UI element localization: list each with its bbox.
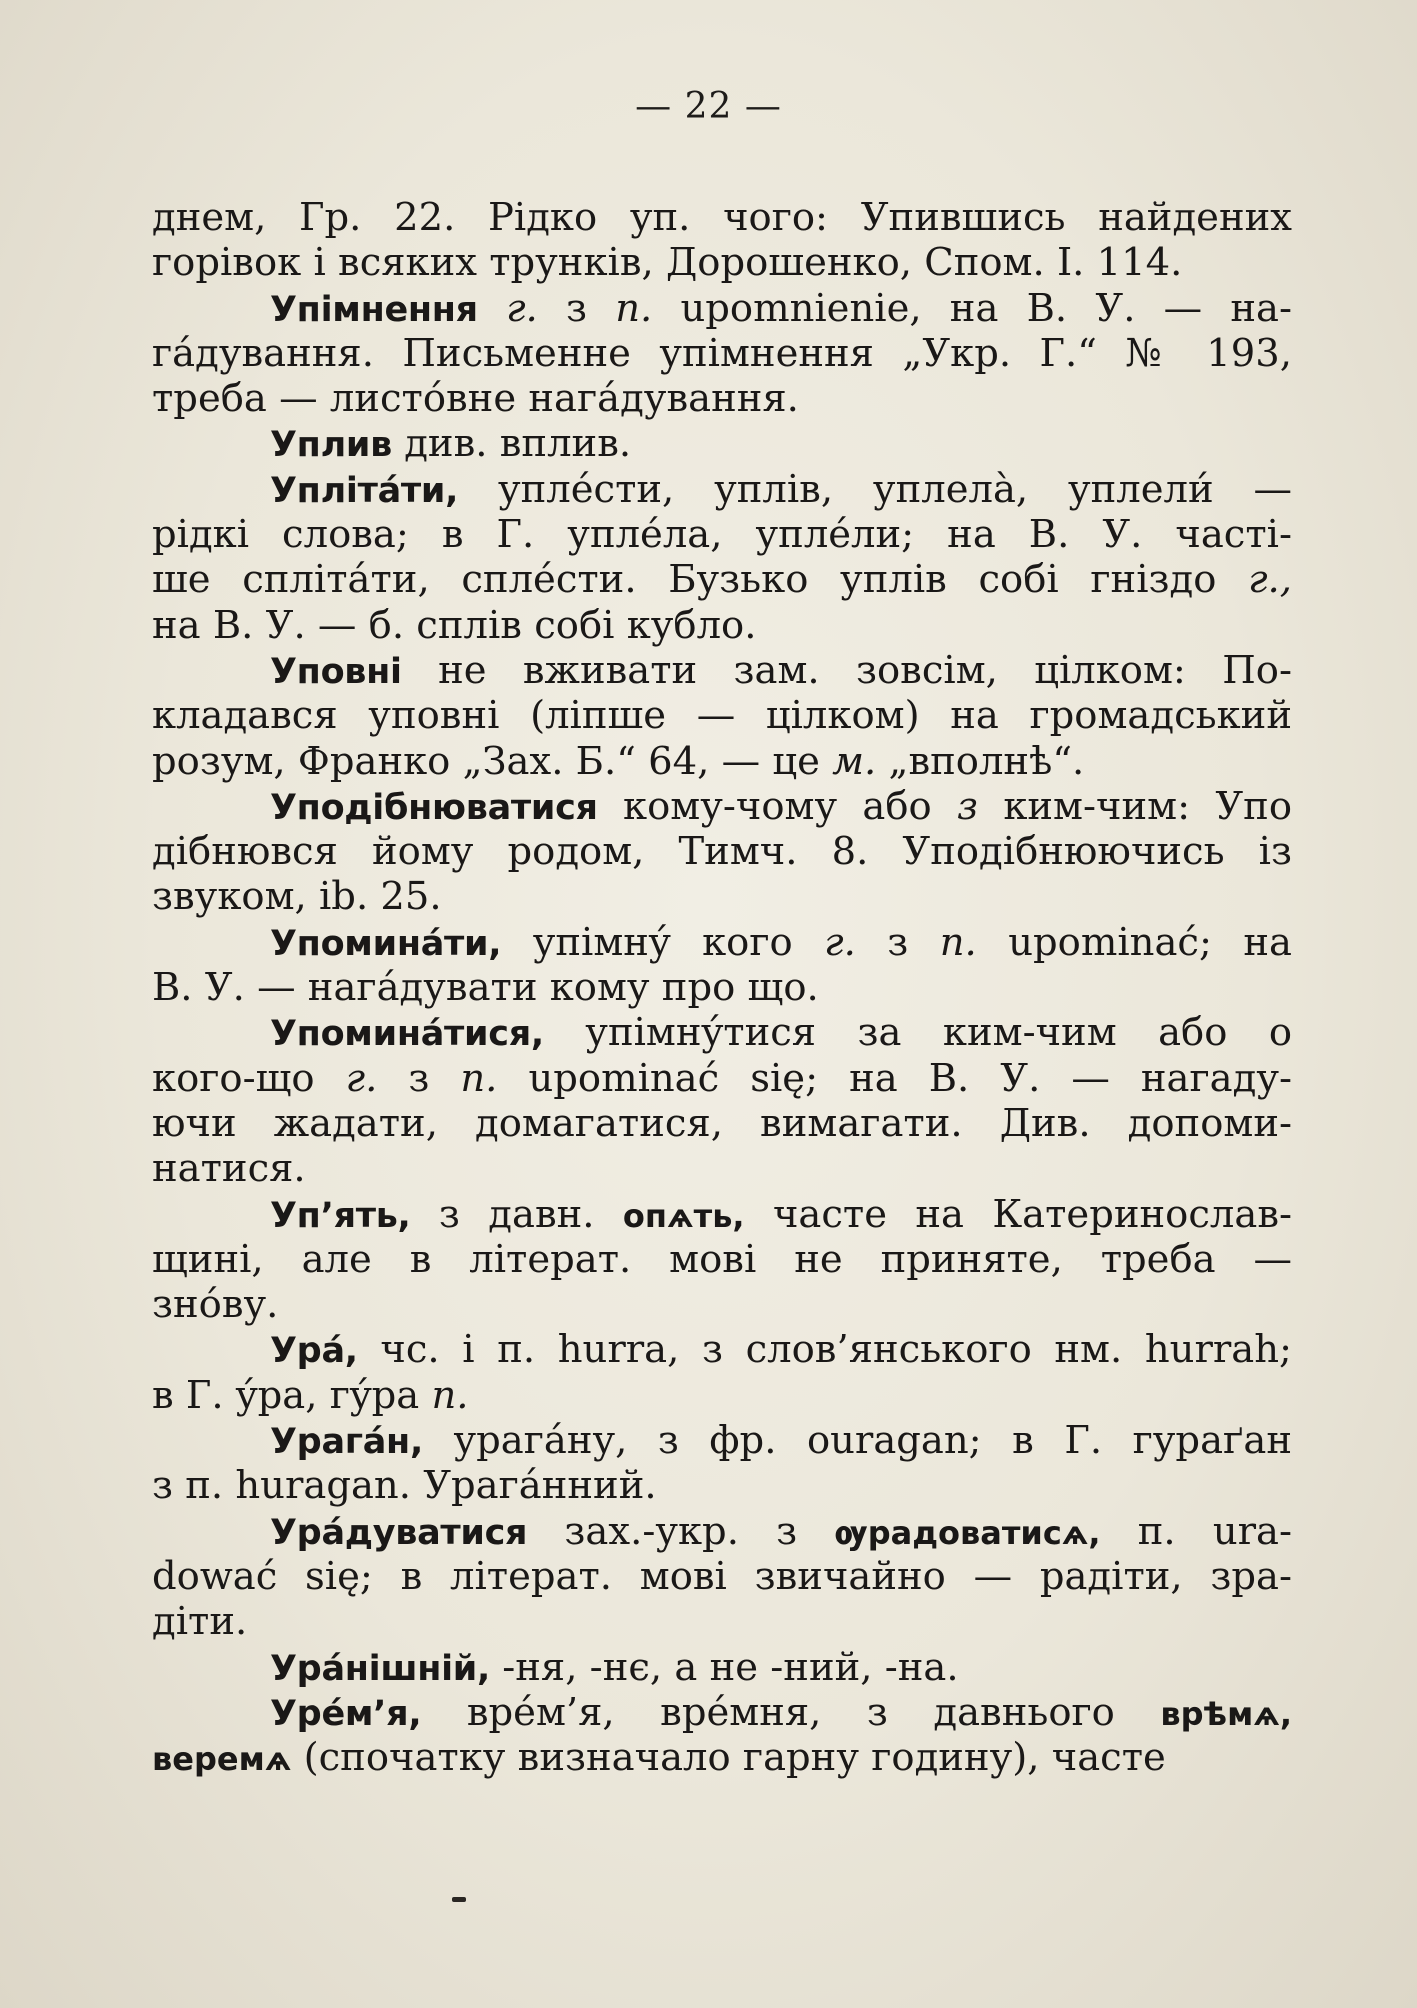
dictionary-text xyxy=(152,195,1292,1780)
entry-line xyxy=(152,693,1292,738)
text-run: з xyxy=(855,919,940,965)
entry-first-line xyxy=(152,784,1292,829)
page-number: — 22 — xyxy=(635,86,782,127)
entry-first-line xyxy=(152,195,1292,240)
dictionary-entry xyxy=(152,286,1292,422)
entry-first-line xyxy=(152,1010,1292,1055)
text-run: горівок і всяких трунків, Дорошенко, Спом. І. 114. xyxy=(152,240,1183,286)
abbreviation: г. xyxy=(824,919,856,965)
text-run: ким-чим: Упо xyxy=(978,783,1292,829)
entry-line xyxy=(152,739,1292,784)
entry-line xyxy=(152,829,1292,874)
text-run: -ня, -нє, а не -ний, -на. xyxy=(490,1644,959,1690)
text-run xyxy=(478,286,506,331)
entry-first-line xyxy=(152,1192,1292,1237)
entry-first-line xyxy=(152,1327,1292,1372)
text-run: dować się; в літерат. мові звичайно — радіти, зра- xyxy=(152,1553,1292,1599)
entry-first-line xyxy=(152,467,1292,512)
dictionary-entry xyxy=(152,1509,1292,1645)
headword: Уплив xyxy=(270,425,392,466)
text-run: з давн. xyxy=(410,1191,623,1237)
abbreviation: п. xyxy=(431,1372,469,1418)
entry-line xyxy=(152,331,1292,376)
text-run: зах.-укр. з xyxy=(527,1508,835,1554)
entry-line xyxy=(152,1056,1292,1101)
text-run: гáдування. Письменне упімнення „Укр. Г.“ № 193, xyxy=(152,330,1292,376)
text-run: днем, Гр. 22. Рідко уп. чого: Упившись найдених xyxy=(152,195,1292,240)
entry-line xyxy=(152,874,1292,919)
text-run: натися. xyxy=(152,1146,306,1192)
headword: Урáдуватися xyxy=(270,1512,528,1553)
text-run: ше сплітáти, сплéсти. Бузько уплів собі гніздо xyxy=(152,557,1249,603)
text-run: знóву. xyxy=(152,1282,279,1328)
text-run: упімнýтися за ким-чим або о xyxy=(543,1010,1292,1056)
entry-first-line xyxy=(152,1690,1292,1735)
text-run: В. У. — нагáдувати кому про що. xyxy=(152,965,819,1011)
text-run: кому-чому або xyxy=(597,783,958,829)
text-run: upomnienie, на В. У. — на- xyxy=(652,285,1292,331)
text-run: рідкі слова; в Г. уплéла, уплéли; на В. У. часті- xyxy=(152,512,1292,558)
entry-line xyxy=(152,557,1292,602)
entry-line xyxy=(152,603,1292,648)
entry-line xyxy=(152,1237,1292,1282)
text-run: часте на Катеринослав- xyxy=(744,1191,1292,1237)
entry-line xyxy=(152,1373,1292,1418)
abbreviation: п. xyxy=(460,1055,498,1101)
entry-first-line xyxy=(152,1418,1292,1463)
old-slavonic-word: врѣмѧ, xyxy=(1160,1694,1292,1733)
dictionary-entry xyxy=(152,1418,1292,1509)
old-slavonic-word: опѧть, xyxy=(622,1196,745,1235)
headword: Урá, xyxy=(270,1331,358,1372)
dictionary-entry xyxy=(152,467,1292,648)
text-run: щині, але в літерат. мові не приняте, треба — xyxy=(152,1236,1292,1282)
entry-line xyxy=(152,512,1292,557)
entry-line xyxy=(152,1282,1292,1327)
headword: Уповні xyxy=(270,651,402,692)
text-run: дібнювся йому родом, Тимч. 8. Уподібнюючись із xyxy=(152,829,1292,875)
old-slavonic-word: ѹрадоватисѧ, xyxy=(834,1513,1101,1552)
dictionary-entry xyxy=(152,1010,1292,1191)
abbreviation: м. xyxy=(832,738,877,784)
text-run: упімнý кого xyxy=(501,919,825,965)
text-run: кладався уповні (ліпше — цілком) на громадський xyxy=(152,693,1292,739)
headword: Упоминáтися, xyxy=(270,1014,544,1055)
text-run: діти. xyxy=(152,1599,248,1645)
dictionary-entry xyxy=(152,1690,1292,1781)
text-run: див. вплив. xyxy=(391,421,632,467)
headword: Упімнення xyxy=(270,289,478,330)
text-run: з xyxy=(537,285,616,331)
entry-line xyxy=(152,1735,1292,1780)
headword: Урéм’я, xyxy=(270,1693,422,1734)
text-run: кого-що xyxy=(152,1055,346,1101)
entry-first-line xyxy=(152,648,1292,693)
dictionary-entry xyxy=(152,1327,1292,1418)
text-run: на В. У. — б. сплів собі кубло. xyxy=(152,602,757,648)
entry-line xyxy=(152,965,1292,1010)
entry-line xyxy=(152,1554,1292,1599)
abbreviation: п. xyxy=(615,285,653,331)
text-run: upominać; на xyxy=(976,919,1292,965)
abbreviation: п. xyxy=(939,919,977,965)
text-run: з п. huragan. Урагáнний. xyxy=(152,1463,657,1509)
entry-line xyxy=(152,376,1292,421)
headword: Урагáн, xyxy=(270,1422,423,1463)
entry-line xyxy=(152,1599,1292,1644)
abbreviation: г., xyxy=(1248,557,1292,603)
entry-first-line xyxy=(152,1645,1292,1690)
text-run: треба — листóвне нагáдування. xyxy=(152,376,799,422)
text-run: ючи жадати, домагатися, вимагати. Див. допоми- xyxy=(152,1100,1292,1146)
headword: Урáнішній, xyxy=(270,1648,491,1689)
text-run: не вживати зам. зовсім, цілком: По- xyxy=(401,647,1292,693)
text-run: „вполнѣ“. xyxy=(876,738,1085,784)
headword: Уподібнюватися xyxy=(270,787,598,828)
abbreviation: г. xyxy=(345,1055,378,1101)
headword: Уплітáти, xyxy=(270,470,459,511)
entry-first-line xyxy=(152,920,1292,965)
abbreviation: г. xyxy=(506,285,538,331)
text-run: уплéсти, уплів, уплелà, уплели́ — xyxy=(458,466,1292,512)
text-run: врéм’я, врéмня, з давнього xyxy=(421,1689,1161,1735)
old-slavonic-word: веремѧ xyxy=(152,1740,292,1779)
entry-first-line xyxy=(152,421,1292,466)
entry-line xyxy=(152,1463,1292,1508)
dictionary-entry xyxy=(152,1645,1292,1690)
dictionary-entry xyxy=(152,195,1292,286)
headword: Уп’ять, xyxy=(270,1195,411,1236)
entry-line xyxy=(152,1146,1292,1191)
headword: Упоминáти, xyxy=(270,923,502,964)
text-run: звуком, ib. 25. xyxy=(152,874,442,920)
text-run: п. ura- xyxy=(1100,1508,1292,1554)
dictionary-entry xyxy=(152,421,1292,466)
entry-line xyxy=(152,240,1292,285)
ink-blot xyxy=(452,1897,466,1902)
entry-first-line xyxy=(152,1509,1292,1554)
text-run: урагáну, з фр. ouragan; в Г. гураґан xyxy=(422,1418,1292,1464)
text-run: чс. і п. hurra, з слов’янського нм. hurrah; xyxy=(357,1327,1292,1373)
dictionary-entry xyxy=(152,920,1292,1011)
dictionary-entry xyxy=(152,784,1292,920)
dictionary-entry xyxy=(152,1192,1292,1328)
entry-line xyxy=(152,1101,1292,1146)
text-run: розум, Франко „Зах. Б.“ 64, — це xyxy=(152,738,833,784)
text-run: upominać się; на В. У. — нагаду- xyxy=(497,1055,1292,1101)
text-run: (спочатку визначало гарну годину), часте xyxy=(291,1735,1166,1781)
dictionary-entry xyxy=(152,648,1292,784)
entry-first-line xyxy=(152,286,1292,331)
text-run: з xyxy=(377,1055,461,1101)
text-run: в Г. ýра, гýра xyxy=(152,1372,432,1418)
abbreviation: з xyxy=(957,783,979,829)
